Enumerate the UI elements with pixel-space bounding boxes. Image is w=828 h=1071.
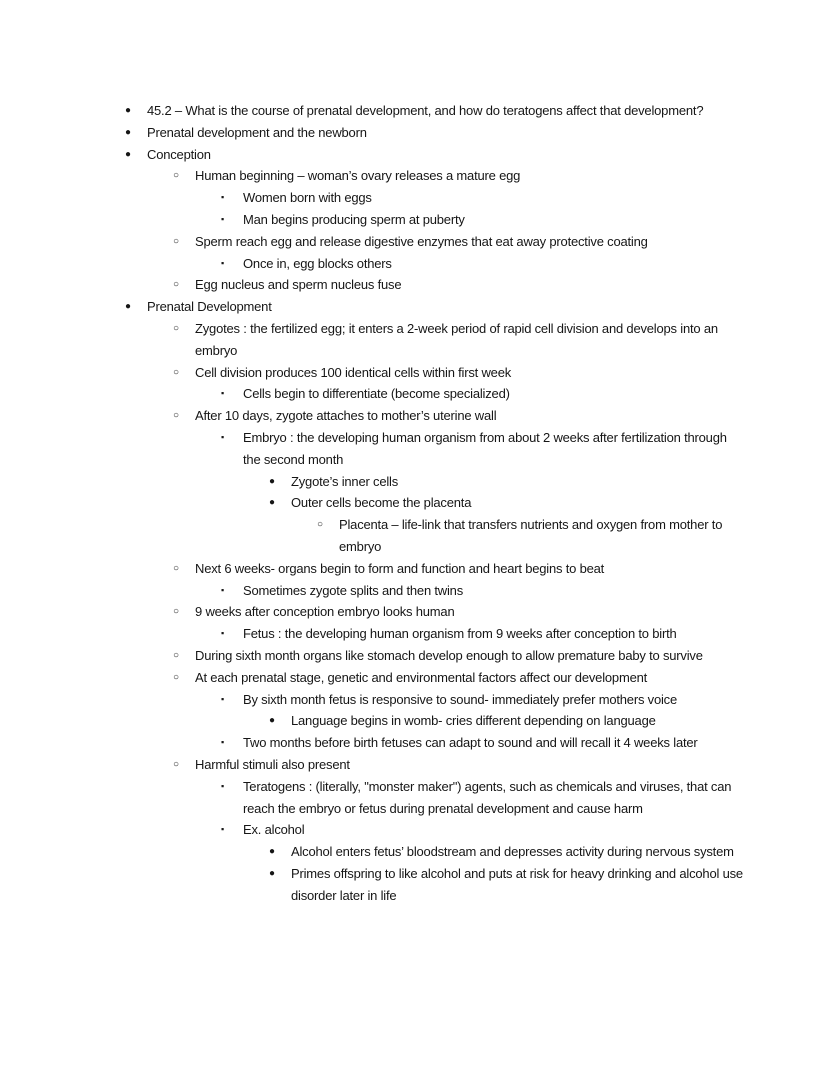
- list-item: [0, 514, 828, 558]
- list-item: [0, 689, 828, 711]
- list-item-text: Harmful stimuli also present: [195, 756, 350, 772]
- list-item: [0, 253, 828, 275]
- list-item: [0, 492, 828, 514]
- list-item-text: At each prenatal stage, genetic and environmental factors affect our development: [195, 669, 648, 685]
- list-item-text: Once in, egg blocks others: [243, 255, 392, 271]
- bullet-disc-icon: ●: [125, 301, 131, 313]
- list-item-text: Fetus : the developing human organism from 9 weeks after conception to birth: [243, 626, 677, 642]
- list-item-text: Sometimes zygote splits and then twins: [243, 582, 464, 598]
- list-item-text: Sperm reach egg and release digestive enzymes that eat away protective coating: [195, 233, 648, 249]
- list-item: [0, 122, 828, 144]
- list-item: [0, 427, 828, 471]
- list-item-text: Zygotes : the fertilized egg; it enters a 2-week period of rapid cell division and develops into an embryo: [195, 320, 718, 358]
- list-item: [0, 231, 828, 253]
- bullet-circle-icon: ○: [173, 758, 179, 770]
- list-item-text: Alcohol enters fetus’ bloodstream and depresses activity during nervous system: [291, 844, 734, 860]
- list-item: [0, 863, 828, 907]
- list-item: [0, 710, 828, 732]
- bullet-square-icon: ▪: [221, 780, 224, 791]
- bullet-square-icon: ▪: [221, 388, 224, 399]
- list-item-text: By sixth month fetus is responsive to sound- immediately prefer mothers voice: [243, 691, 678, 707]
- list-item-text: Placenta – life-link that transfers nutrients and oxygen from mother to embryo: [339, 517, 723, 554]
- outline: [0, 100, 828, 906]
- bullet-disc-icon: ●: [269, 475, 275, 487]
- bullet-square-icon: ▪: [221, 824, 224, 835]
- bullet-disc-icon: ●: [269, 715, 275, 727]
- list-item-text: Women born with eggs: [243, 190, 372, 206]
- list-item: [0, 187, 828, 209]
- bullet-circle-icon: ○: [173, 279, 179, 291]
- list-item: [0, 471, 828, 493]
- list-item: [0, 623, 828, 645]
- list-item: [0, 819, 828, 841]
- list-item: [0, 754, 828, 776]
- list-item: [0, 841, 828, 863]
- list-item-text: Egg nucleus and sperm nucleus fuse: [195, 277, 402, 293]
- list-item: [0, 580, 828, 602]
- list-item-text: Cells begin to differentiate (become specialized): [243, 386, 510, 402]
- bullet-circle-icon: ○: [173, 671, 179, 683]
- list-item: [0, 274, 828, 296]
- bullet-square-icon: ▪: [221, 431, 224, 442]
- bullet-square-icon: ▪: [221, 693, 224, 704]
- list-item: [0, 362, 828, 384]
- list-item: [0, 100, 828, 122]
- bullet-circle-icon: ○: [173, 322, 179, 334]
- list-item-text: Outer cells become the placenta: [291, 495, 472, 511]
- bullet-disc-icon: ●: [269, 497, 275, 509]
- list-item: [0, 318, 828, 362]
- bullet-circle-icon: ○: [173, 606, 179, 618]
- bullet-square-icon: ▪: [221, 192, 224, 203]
- bullet-square-icon: ▪: [221, 628, 224, 639]
- bullet-circle-icon: ○: [173, 649, 179, 661]
- list-item-text: Two months before birth fetuses can adapt to sound and will recall it 4 weeks later: [243, 735, 698, 751]
- list-item: [0, 558, 828, 580]
- list-item: [0, 645, 828, 667]
- list-item-text: Prenatal Development: [147, 299, 272, 315]
- list-item: [0, 209, 828, 231]
- list-item: [0, 296, 828, 318]
- list-item-text: After 10 days, zygote attaches to mother’s uterine wall: [195, 408, 497, 424]
- bullet-square-icon: ▪: [221, 213, 224, 224]
- bullet-square-icon: ▪: [221, 737, 224, 748]
- list-item: [0, 405, 828, 427]
- bullet-disc-icon: ●: [125, 126, 131, 138]
- list-item: [0, 165, 828, 187]
- bullet-circle-icon: ○: [173, 235, 179, 247]
- list-item: [0, 144, 828, 166]
- list-item-text: 9 weeks after conception embryo looks human: [195, 604, 455, 620]
- list-item: [0, 667, 828, 689]
- list-item-text: Man begins producing sperm at puberty: [243, 211, 465, 227]
- bullet-square-icon: ▪: [221, 584, 224, 595]
- list-item-text: Teratogens : (literally, "monster maker") agents, such as chemicals and viruses, that can reach the embryo or fetus during prenatal development and cause harm: [243, 778, 732, 816]
- list-item-text: Prenatal development and the newborn: [147, 124, 367, 140]
- bullet-disc-icon: ●: [125, 148, 131, 160]
- list-item-text: Cell division produces 100 identical cells within first week: [195, 364, 512, 380]
- list-item: [0, 383, 828, 405]
- bullet-circle-icon: ○: [173, 562, 179, 574]
- list-item-text: Conception: [147, 146, 211, 162]
- list-item: [0, 732, 828, 754]
- list-item-text: During sixth month organs like stomach develop enough to allow premature baby to survive: [195, 647, 703, 663]
- list-item: [0, 776, 828, 820]
- bullet-square-icon: ▪: [221, 257, 224, 268]
- list-item-text: Next 6 weeks- organs begin to form and function and heart begins to beat: [195, 560, 605, 576]
- list-item-text: Human beginning – woman’s ovary releases a mature egg: [195, 168, 521, 184]
- bullet-circle-icon: ○: [173, 170, 179, 182]
- list-item-text: Zygote’s inner cells: [291, 473, 399, 489]
- list-item-text: 45.2 – What is the course of prenatal development, and how do teratogens affect that development?: [147, 103, 704, 118]
- list-item-text: Primes offspring to like alcohol and puts at risk for heavy drinking and alcohol use disorder later in life: [291, 865, 743, 903]
- list-item-text: Embryo : the developing human organism from about 2 weeks after fertilization through the second month: [243, 429, 727, 467]
- bullet-circle-icon: ○: [173, 366, 179, 378]
- bullet-disc-icon: ●: [269, 846, 275, 858]
- list-item: [0, 601, 828, 623]
- list-item-text: Ex. alcohol: [243, 822, 305, 838]
- bullet-circle-icon: ○: [317, 519, 323, 531]
- list-item-text: Language begins in womb- cries different depending on language: [291, 713, 656, 729]
- bullet-disc-icon: ●: [269, 867, 275, 879]
- bullet-circle-icon: ○: [173, 410, 179, 422]
- bullet-disc-icon: ●: [125, 105, 131, 116]
